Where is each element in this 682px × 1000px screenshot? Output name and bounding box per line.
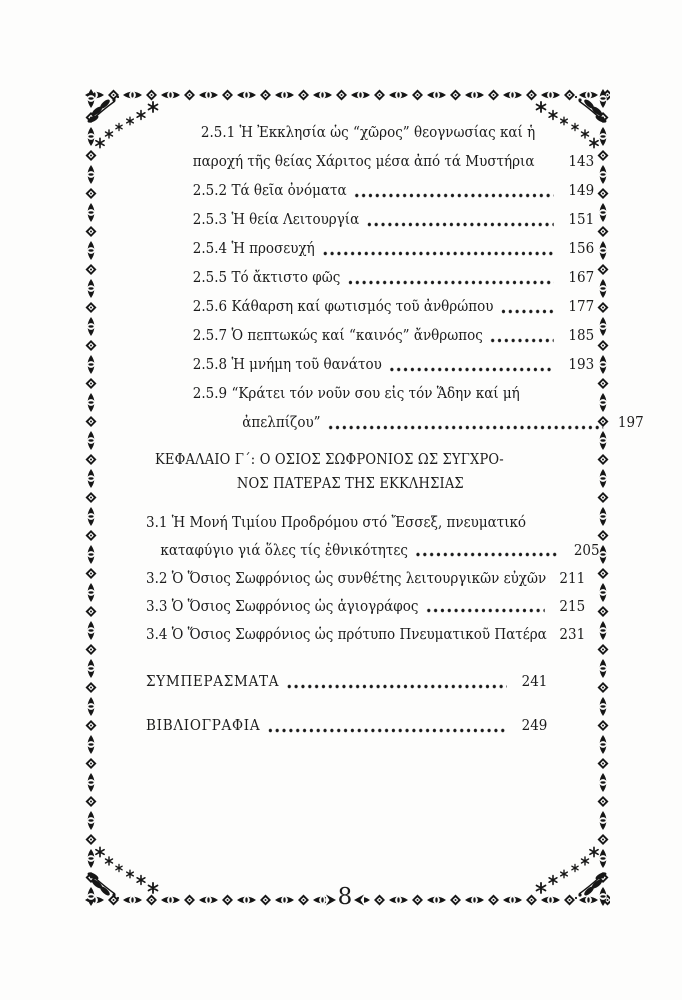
toc-entry-33 <box>146 592 585 620</box>
dot-leader <box>348 278 554 287</box>
chapter-heading-line1: ΚΕΦΑΛΑΙΟ Γ΄: Ο ΟΣΙΟΣ ΣΩΦΡΟΝΙΟΣ ΩΣ ΣΥΓΧΡΟ- <box>155 452 504 468</box>
toc-entry-257 <box>146 321 594 350</box>
toc-entry-text: παροχή τῆς θείας Χάριτος μέσα ἀπό τά Μυστήρια <box>192 152 535 170</box>
border-edge-right <box>596 88 610 907</box>
border-edge-top <box>84 88 610 102</box>
toc-page-number: 143 <box>568 152 595 170</box>
toc-entry-258 <box>146 350 594 379</box>
toc-page-number: 241 <box>521 672 548 690</box>
toc-entry-259-line2 <box>146 408 644 437</box>
dot-leader <box>268 726 507 735</box>
toc-entry-text: ΣΥΜΠΕΡΑΣΜΑΤΑ <box>146 672 280 690</box>
toc-page-number: 215 <box>559 597 586 615</box>
toc-page-number: 185 <box>568 326 595 344</box>
toc-entry-251-line1 <box>146 118 602 147</box>
toc-entry-text: 3.1 Ἡ Μονή Τιμίου Προδρόμου στό Ἔσσεξ, πνευματικό <box>146 513 527 531</box>
dot-leader <box>322 249 554 258</box>
toc-entry-text: 2.5.7 Ὁ πεπτωκώς καί “καινός” ἄνθρωπος <box>192 326 483 344</box>
toc-page-number: 193 <box>568 355 595 373</box>
toc-entry-text: 2.5.6 Κάθαρση καί φωτισμός τοῦ ἀνθρώπου <box>192 297 494 315</box>
toc-entry-32 <box>146 564 585 592</box>
toc-entry-text: 2.5.8 Ἡ μνήμη τοῦ θανάτου <box>192 355 382 373</box>
toc-entry-text: 3.3 Ὁ Ὅσιος Σωφρόνιος ὡς ἁγιογράφος <box>146 597 419 615</box>
toc-entry-text: 2.5.9 “Κράτει τόν νοῦν σου εἰς τόν Ἅδην καί μή <box>192 384 520 402</box>
page-number: 8 <box>337 884 353 910</box>
toc-entry-251-line2 <box>146 147 594 176</box>
dot-leader <box>354 191 554 200</box>
chapter-heading-line2: ΝΟΣ ΠΑΤΕΡΑΣ ΤΗΣ ΕΚΚΛΗΣΙΑΣ <box>236 476 464 492</box>
toc-entry-text: 2.5.3 Ἡ θεία Λειτουργία <box>192 210 360 228</box>
toc-page-number: 149 <box>568 181 595 199</box>
toc-page-number: 177 <box>568 297 595 315</box>
toc-entry-259-line1 <box>146 379 594 408</box>
toc-entry-31-line2 <box>146 536 600 564</box>
border-edge-bottom-right <box>364 893 610 907</box>
toc-page-number: 249 <box>521 716 548 734</box>
toc-entry-text: 2.5.2 Τά θεῖα ὀνόματα <box>192 181 347 199</box>
dot-leader <box>501 307 554 316</box>
dot-leader <box>286 682 506 691</box>
toc-entry-255 <box>146 263 594 292</box>
toc-entry-31-line1 <box>146 508 585 536</box>
toc-entry-text: 2.5.5 Τό ἄκτιστο φῶς <box>192 268 341 286</box>
toc-entry-text: 3.2 Ὁ Ὅσιος Σωφρόνιος ὡς συνθέτης λειτουργικῶν εὐχῶν <box>146 569 547 587</box>
dot-leader <box>328 423 603 432</box>
toc-entry-bibliography <box>146 711 547 740</box>
toc-entry-252 <box>146 176 594 205</box>
toc-page-number: 231 <box>559 625 586 643</box>
toc-page-number: 156 <box>568 239 595 257</box>
toc-entry-text: ἀπελπίζου” <box>242 413 321 431</box>
toc-page-number: 167 <box>568 268 595 286</box>
toc-entry-254 <box>146 234 594 263</box>
table-of-contents <box>146 118 644 740</box>
toc-page-number: 197 <box>617 413 644 431</box>
dot-leader <box>415 550 559 559</box>
dot-leader <box>366 220 553 229</box>
toc-entry-text: ΒΙΒΛΙΟΓΡΑΦΙΑ <box>146 716 261 734</box>
toc-page-number: 211 <box>559 569 586 587</box>
toc-entry-34 <box>146 620 585 648</box>
toc-section-3 <box>146 508 600 648</box>
toc-entry-253 <box>146 205 594 234</box>
border-edge-bottom-left <box>84 893 326 907</box>
border-edge-left <box>84 88 98 907</box>
dot-leader <box>389 365 554 374</box>
toc-entry-text: 3.4 Ὁ Ὅσιος Σωφρόνιος ὡς πρότυπο Πνευματικοῦ Πατέρα <box>146 625 547 643</box>
toc-entry-256 <box>146 292 594 321</box>
toc-page-number: 205 <box>573 541 600 559</box>
dot-leader <box>490 336 554 345</box>
toc-entry-text: 2.5.4 Ἡ προσευχή <box>192 239 315 257</box>
toc-entry-text: καταφύγιο γιά ὅλες τίς ἐθνικότητες <box>160 541 408 559</box>
chapter-heading <box>146 448 547 496</box>
toc-entry-text: 2.5.1 Ἡ Ἐκκλησία ὡς “χῶρος” θεογνωσίας καί ἡ <box>200 123 536 141</box>
toc-page-number: 151 <box>568 210 595 228</box>
toc-entry-conclusions <box>146 667 547 696</box>
dot-leader <box>426 606 545 615</box>
